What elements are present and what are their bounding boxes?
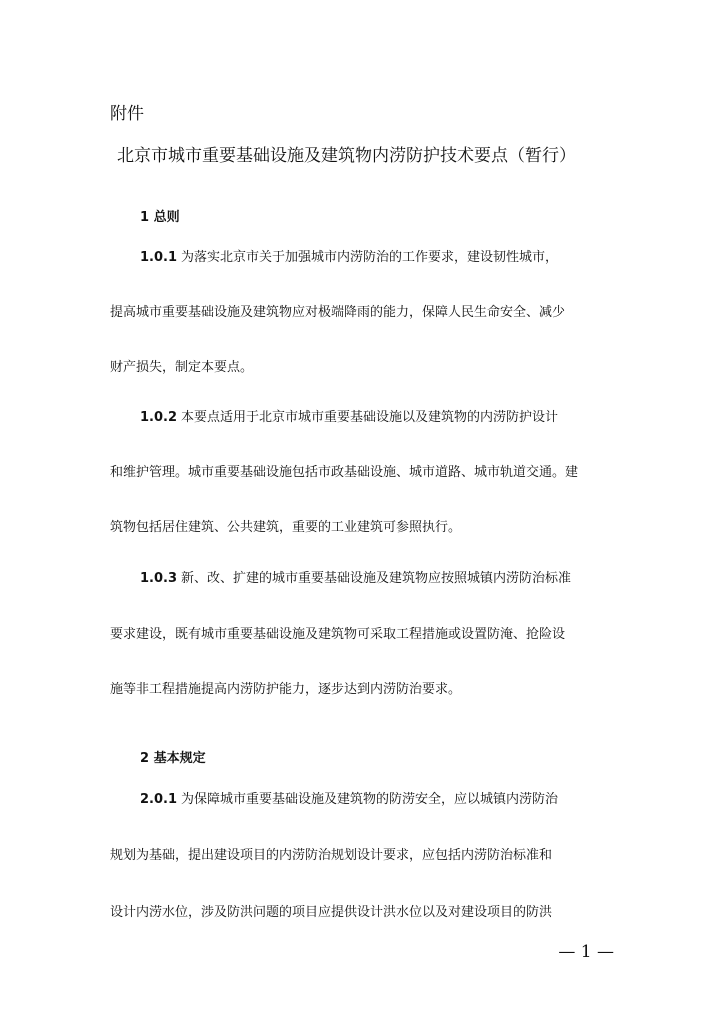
clause-text-line: 要求建设，既有城市重要基础设施及建筑物可采取工程措施或设置防淹、抢险设 <box>110 627 566 642</box>
clause-number: 1.0.2 <box>140 410 178 425</box>
clause-text: 为落实北京市关于加强城市内涝防治的工作要求，建设韧性城市， <box>181 250 559 265</box>
clause-number: 2.0.1 <box>140 792 178 807</box>
clause-number: 1.0.3 <box>140 571 178 586</box>
clause-text-line: 施等非工程措施提高内涝防护能力，逐步达到内涝防治要求。 <box>110 682 462 697</box>
clause-text: 本要点适用于北京市城市重要基础设施以及建筑物的内涝防护设计 <box>181 410 559 425</box>
clause-text: 新、改、扩建的城市重要基础设施及建筑物应按照城镇内涝防治标准 <box>181 571 572 586</box>
section-heading: 1 总则 <box>140 210 180 225</box>
clause-text-line: 筑物包括居住建筑、公共建筑，重要的工业建筑可参照执行。 <box>110 520 462 535</box>
clause-paragraph-line <box>140 248 558 268</box>
clause-text-line: 提高城市重要基础设施及建筑物应对极端降雨的能力，保障人民生命安全、减少 <box>110 305 566 320</box>
clause-text-line: 规划为基础，提出建设项目的内涝防治规划设计要求，应包括内涝防治标准和 <box>110 848 553 863</box>
attachment-label: 附件 <box>110 104 144 124</box>
clause-paragraph-line <box>140 790 558 810</box>
section-heading: 2 基本规定 <box>140 751 206 766</box>
page-number: — 1 — <box>558 942 614 962</box>
clause-paragraph-line <box>140 569 571 589</box>
clause-text-line: 设计内涝水位，涉及防洪问题的项目应提供设计洪水位以及对建设项目的防洪 <box>110 905 553 920</box>
clause-text-line: 和维护管理。城市重要基础设施包括市政基础设施、城市道路、城市轨道交通。建 <box>110 465 579 480</box>
clause-paragraph-line <box>140 408 558 428</box>
clause-text-line: 财产损失，制定本要点。 <box>110 360 254 375</box>
clause-number: 1.0.1 <box>140 250 178 265</box>
document-title: 北京市城市重要基础设施及建筑物内涝防护技术要点（暂行） <box>117 146 576 166</box>
clause-text: 为保障城市重要基础设施及建筑物的防涝安全，应以城镇内涝防治 <box>181 792 559 807</box>
